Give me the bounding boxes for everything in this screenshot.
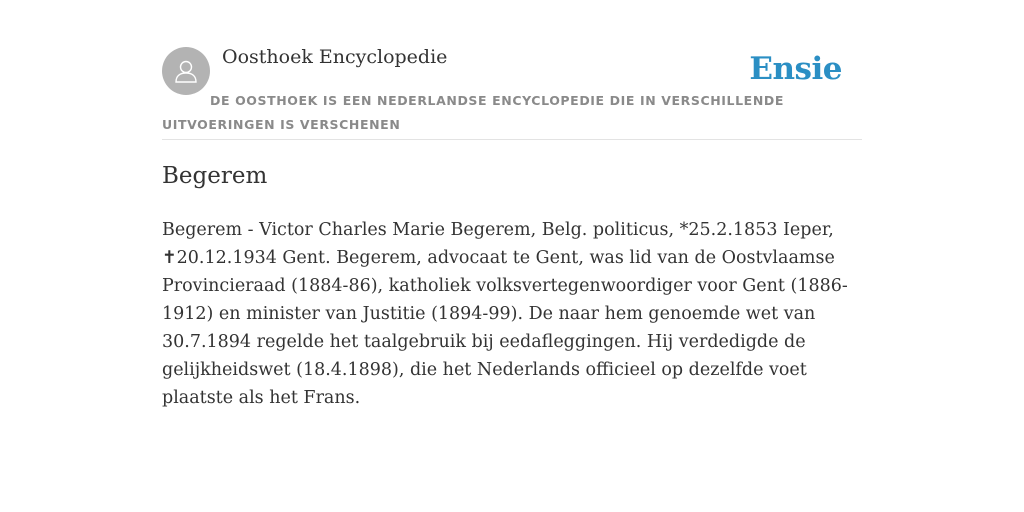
avatar[interactable] [162, 47, 210, 95]
brand-logo[interactable]: Ensie [749, 51, 842, 87]
article-title: Begerem [162, 163, 268, 189]
user-icon [172, 57, 200, 85]
header [162, 0, 862, 140]
site-tagline: DE OOSTHOEK IS EEN NEDERLANDSE ENCYCLOPEDIE DIE IN VERSCHILLENDE UITVOERINGEN IS VERSCHENEN [162, 93, 784, 132]
page [162, 0, 862, 408]
site-name[interactable]: Oosthoek Encyclopedie [222, 46, 448, 68]
article-body: Begerem - Victor Charles Marie Begerem, Belg. politicus, *25.2.1853 Ieper, ✝20.12.1934 Gent. Begerem, advocaat te Gent, was lid van de Oostvlaamse Provincieraad (1884-86), katholiek volksvertegenwoordiger voor Gent (1886-1912) en minister van Justitie (1894-99). De naar hem genoemde wet van 30.7.1894 regelde het taalgebruik bij eedafleggingen. Hij verdedigde de gelijkheidswet (18.4.1898), die het Nederlands officieel op dezelfde voet plaatste als het Frans. [162, 220, 848, 408]
